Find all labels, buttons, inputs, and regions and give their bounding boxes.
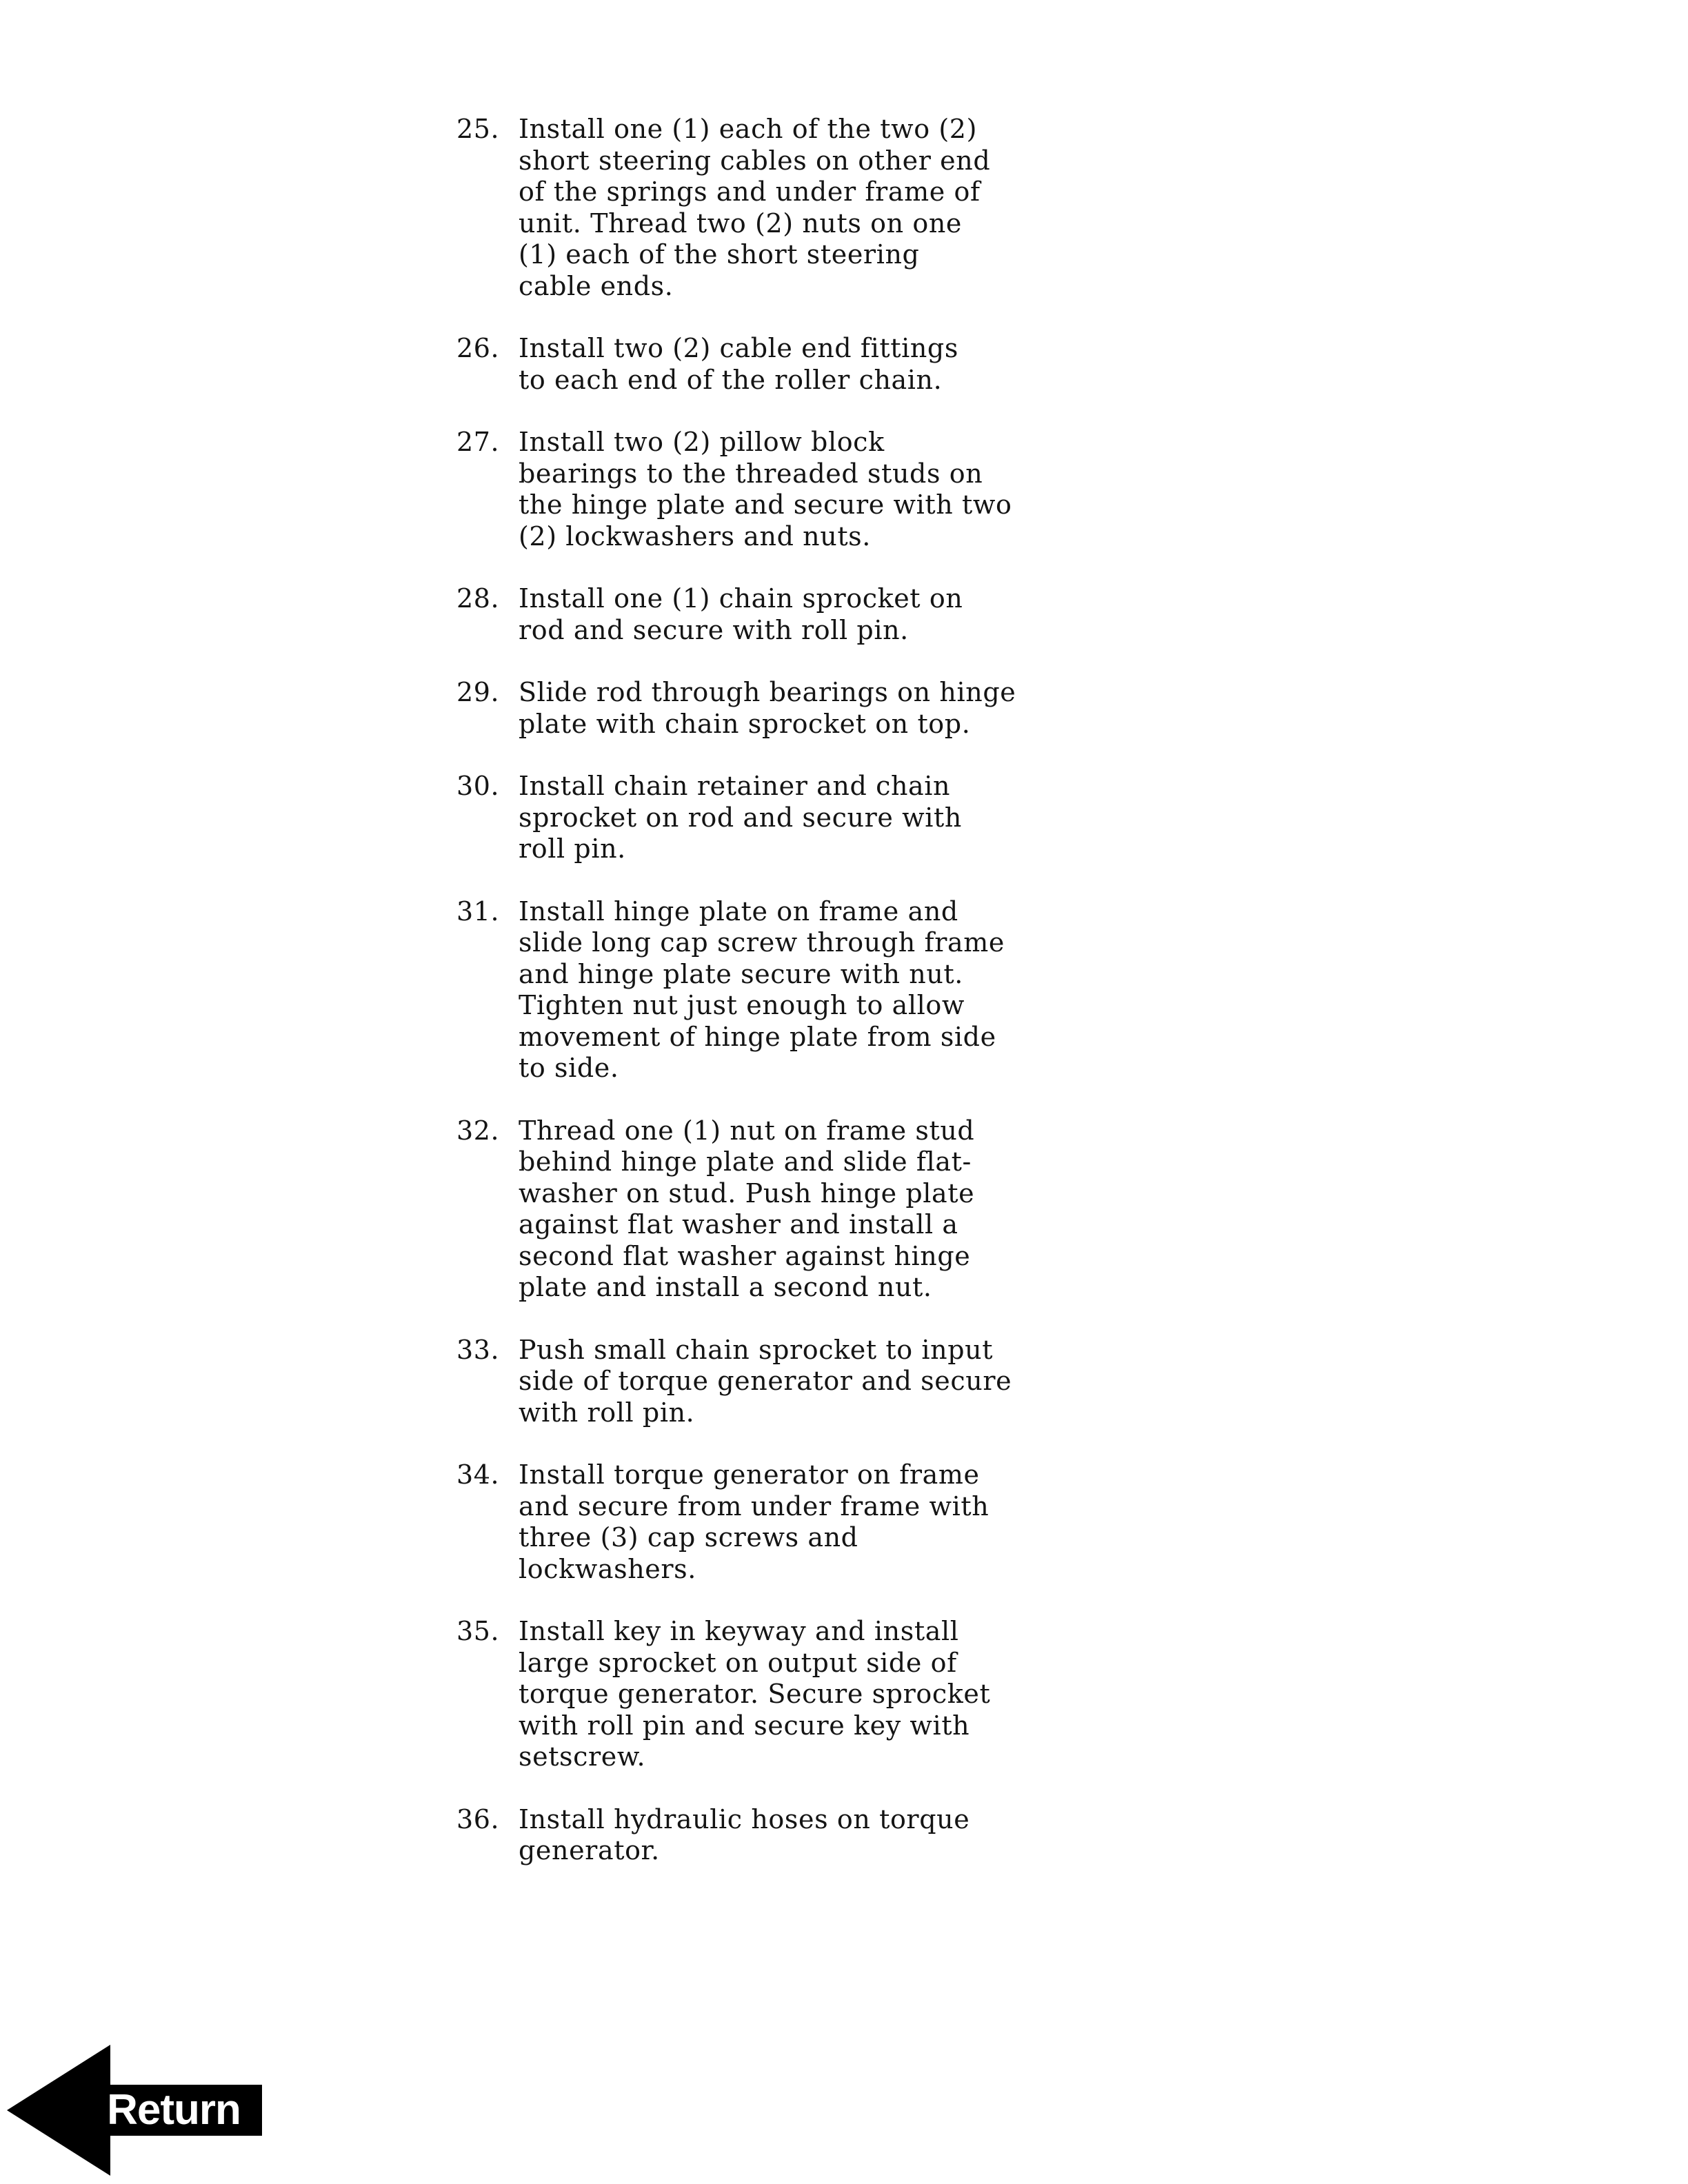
- step-text-line: to each end of the roller chain.: [519, 364, 943, 395]
- step-text-line: behind hinge plate and slide flat-: [519, 1146, 972, 1177]
- step-text-line: roll pin.: [519, 833, 626, 864]
- instruction-step: [456, 677, 1049, 740]
- instruction-step: [456, 427, 1049, 552]
- step-text: [519, 583, 1049, 646]
- return-button[interactable]: [7, 2045, 269, 2176]
- instruction-step: [456, 114, 1049, 302]
- step-text-line: Install torque generator on frame: [519, 1459, 980, 1490]
- step-text-line: slide long cap screw through frame: [519, 927, 1005, 958]
- step-text-line: rod and secure with roll pin.: [519, 614, 909, 645]
- instruction-step: [456, 1115, 1049, 1304]
- step-text-line: plate and install a second nut.: [519, 1272, 932, 1302]
- step-text-line: sprocket on rod and secure with: [519, 802, 962, 833]
- instruction-step: [456, 1335, 1049, 1429]
- step-text: [519, 677, 1049, 740]
- step-text: [519, 1804, 1049, 1867]
- step-text-line: Tighten nut just enough to allow: [519, 990, 965, 1020]
- step-text-line: with roll pin.: [519, 1397, 695, 1428]
- step-text-line: side of torque generator and secure: [519, 1366, 1012, 1396]
- step-text-line: Install key in keyway and install: [519, 1616, 959, 1646]
- step-text-line: large sprocket on output side of: [519, 1647, 957, 1678]
- step-text-line: of the springs and under frame of: [519, 176, 981, 207]
- step-number: 33.: [456, 1334, 500, 1365]
- step-text-line: lockwashers.: [519, 1553, 696, 1584]
- step-text-line: (1) each of the short steering: [519, 239, 920, 270]
- step-number: 27.: [456, 427, 500, 457]
- step-text-line: Install chain retainer and chain: [519, 771, 951, 801]
- step-text: [519, 114, 1049, 302]
- step-text-line: plate with chain sprocket on top.: [519, 708, 971, 739]
- step-number: 25.: [456, 114, 500, 144]
- step-number: 35.: [456, 1616, 500, 1646]
- step-text-line: short steering cables on other end: [519, 145, 991, 176]
- step-text-line: and secure from under frame with: [519, 1490, 989, 1521]
- step-number: 31.: [456, 896, 500, 927]
- step-text-line: washer on stud. Push hinge plate: [519, 1177, 975, 1209]
- step-text-line: Install one (1) each of the two (2): [519, 114, 978, 144]
- step-text-line: Slide rod through bearings on hinge: [519, 677, 1016, 707]
- instruction-step: [456, 583, 1049, 646]
- step-number: 32.: [456, 1115, 500, 1146]
- step-number: 29.: [456, 677, 500, 707]
- step-text-line: three (3) cap screws and: [519, 1522, 858, 1553]
- instruction-step: [456, 1459, 1049, 1585]
- step-text-line: setscrew.: [519, 1741, 646, 1772]
- step-text-line: to side.: [519, 1053, 619, 1083]
- step-text-line: cable ends.: [519, 270, 674, 301]
- step-number: 34.: [456, 1459, 500, 1490]
- step-number: 30.: [456, 771, 500, 801]
- step-text-line: against flat washer and install a: [519, 1209, 958, 1240]
- step-text-line: Install hinge plate on frame and: [519, 896, 958, 927]
- step-text-line: with roll pin and secure key with: [519, 1710, 970, 1741]
- step-text-line: movement of hinge plate from side: [519, 1021, 996, 1052]
- step-text-line: Install one (1) chain sprocket on: [519, 583, 963, 614]
- instruction-step: [456, 1804, 1049, 1867]
- instruction-step: [456, 896, 1049, 1084]
- instruction-step: [456, 1616, 1049, 1773]
- step-number: 36.: [456, 1803, 500, 1834]
- instruction-step: [456, 771, 1049, 865]
- step-text-line: torque generator. Secure sprocket: [519, 1679, 991, 1709]
- step-text-line: second flat washer against hinge: [519, 1240, 971, 1271]
- instruction-step: [456, 333, 1049, 396]
- step-text-line: and hinge plate secure with nut.: [519, 958, 963, 989]
- step-text: [519, 896, 1049, 1084]
- step-text-line: bearings to the threaded studs on: [519, 458, 983, 489]
- step-text: [519, 1616, 1049, 1773]
- step-text: [519, 1115, 1049, 1304]
- step-text: [519, 1459, 1049, 1585]
- step-text: [519, 1335, 1049, 1429]
- step-text-line: Install two (2) cable end fittings: [519, 333, 958, 363]
- step-text-line: Install two (2) pillow block: [519, 427, 885, 457]
- step-text-line: (2) lockwashers and nuts.: [519, 520, 871, 552]
- step-text-line: Install hydraulic hoses on torque: [519, 1803, 970, 1834]
- step-number: 26.: [456, 333, 500, 363]
- step-text-line: unit. Thread two (2) nuts on one: [519, 208, 962, 239]
- step-text-line: Thread one (1) nut on frame stud: [519, 1115, 975, 1146]
- step-text-line: Push small chain sprocket to input: [519, 1334, 994, 1365]
- return-button-label: Return: [107, 2086, 241, 2134]
- step-text-line: generator.: [519, 1835, 660, 1866]
- step-text: [519, 333, 1049, 396]
- step-text: [519, 771, 1049, 865]
- step-text-line: the hinge plate and secure with two: [519, 489, 1012, 520]
- step-number: 28.: [456, 583, 500, 614]
- instruction-list: [456, 114, 1049, 1898]
- step-text: [519, 427, 1049, 552]
